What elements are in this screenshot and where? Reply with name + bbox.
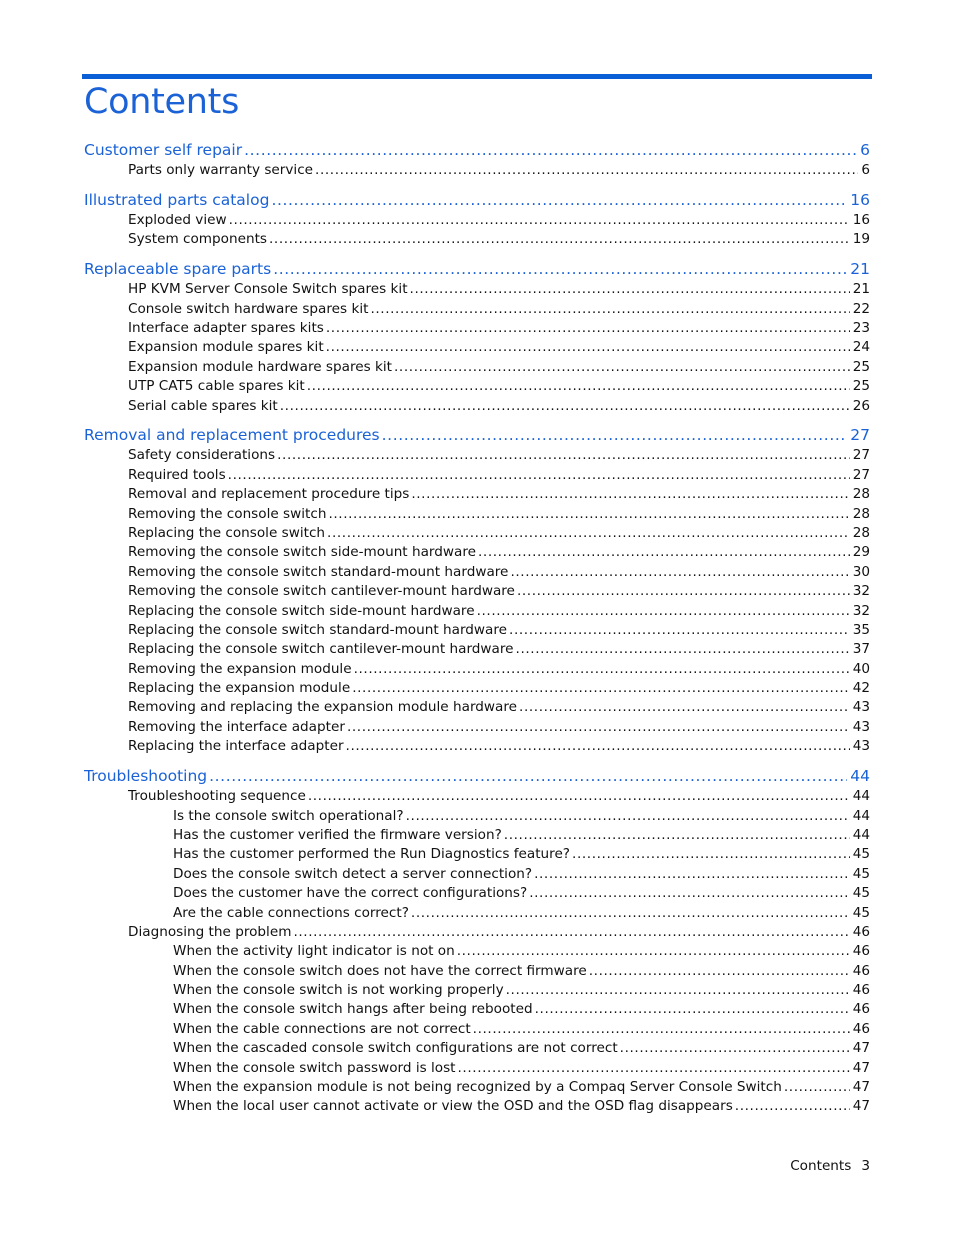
toc-section-entry-page: 28 xyxy=(852,505,870,522)
toc-section-entry[interactable] xyxy=(84,212,870,231)
toc-section-entry[interactable] xyxy=(84,719,870,738)
toc-section-entry[interactable] xyxy=(84,788,870,807)
toc-section-entry-title: Removing and replacing the expansion module hardware xyxy=(128,699,518,716)
dot-leader xyxy=(458,1060,850,1076)
toc-section-entry-title: Expansion module hardware spares kit xyxy=(128,358,393,375)
toc-subsection-entry-title: When the local user cannot activate or view the OSD and the OSD flag disappears xyxy=(173,1098,733,1115)
toc-section-entry[interactable] xyxy=(84,281,870,300)
toc-subsection-entry[interactable] xyxy=(84,1021,870,1040)
toc-section-entry[interactable] xyxy=(84,359,870,378)
dot-leader xyxy=(271,191,847,209)
toc-section-entry[interactable] xyxy=(84,467,870,486)
dot-leader xyxy=(477,603,850,619)
dot-leader xyxy=(354,661,850,677)
toc-section-entry-page: 25 xyxy=(852,378,870,395)
toc-subsection-entry-page: 47 xyxy=(852,1040,870,1057)
dot-leader xyxy=(509,622,850,638)
toc-chapter-entry[interactable] xyxy=(84,141,870,162)
toc-section-entry[interactable] xyxy=(84,544,870,563)
toc-section-entry-page: 6 xyxy=(861,162,870,178)
dot-leader xyxy=(228,467,850,483)
toc-section-entry-page: 21 xyxy=(852,281,870,298)
page-title: Contents xyxy=(84,82,240,122)
toc-subsection-entry-page: 44 xyxy=(852,807,870,824)
toc-section-entry[interactable] xyxy=(84,622,870,641)
dot-leader xyxy=(273,260,847,278)
toc-section-entry-title: Replacing the console switch side-mount hardware xyxy=(128,602,475,619)
toc-section-entry[interactable] xyxy=(84,162,870,181)
toc-chapter-entry-page: 16 xyxy=(850,190,870,209)
toc-section-entry-title: Removing the interface adapter xyxy=(128,718,345,735)
toc-section-entry-page: 19 xyxy=(852,231,870,248)
toc-section xyxy=(84,191,870,251)
toc-subsection-entry[interactable] xyxy=(84,963,870,982)
toc-subsection-entry[interactable] xyxy=(84,943,870,962)
page-footer xyxy=(700,1158,870,1174)
toc-subsection-entry[interactable] xyxy=(84,905,870,924)
toc-section-entry-title: UTP CAT5 cable spares kit xyxy=(128,378,305,395)
dot-leader xyxy=(411,905,850,921)
toc-subsection-entry-page: 47 xyxy=(852,1079,870,1096)
toc-subsection-entry-title: When the console switch does not have the correct firmware xyxy=(173,962,587,979)
dot-leader xyxy=(534,866,850,882)
dot-leader xyxy=(478,544,850,560)
toc-subsection-entry[interactable] xyxy=(84,1001,870,1020)
toc-chapter-entry[interactable] xyxy=(84,260,870,281)
toc-subsection-entry-page: 45 xyxy=(852,865,870,882)
toc-subsection-entry-page: 46 xyxy=(852,962,870,979)
dot-leader xyxy=(326,339,850,355)
dot-leader xyxy=(784,1079,850,1095)
toc-section-entry-page: 43 xyxy=(852,738,870,755)
toc-subsection-entry-title: When the cable connections are not correct xyxy=(173,1020,471,1037)
toc-section-entry[interactable] xyxy=(84,447,870,466)
toc-chapter-entry[interactable] xyxy=(84,426,870,447)
dot-leader xyxy=(327,525,850,541)
toc-chapter-entry-title: Replaceable spare parts xyxy=(84,260,272,279)
toc-section-entry[interactable] xyxy=(84,924,870,943)
toc-section-entry[interactable] xyxy=(84,525,870,544)
dot-leader xyxy=(572,846,850,862)
toc-subsection-entry-page: 45 xyxy=(852,846,870,863)
toc-section-entry-page: 37 xyxy=(852,641,870,658)
toc-section-entry-title: Removing the console switch side-mount hardware xyxy=(128,544,476,561)
toc-section-entry[interactable] xyxy=(84,564,870,583)
toc-section-entry-title: Removing the console switch xyxy=(128,505,327,522)
toc-section-entry-title: Interface adapter spares kits xyxy=(128,319,324,336)
dot-leader xyxy=(293,924,849,940)
dot-leader xyxy=(347,719,850,735)
toc-section-entry[interactable] xyxy=(84,486,870,505)
dot-leader xyxy=(280,398,850,414)
dot-leader xyxy=(519,699,850,715)
toc-section-entry[interactable] xyxy=(84,398,870,417)
toc-section-entry-title: Replacing the console switch standard-mount hardware xyxy=(128,621,508,638)
toc-subsection-entry[interactable] xyxy=(84,808,870,827)
toc-section-entry-page: 24 xyxy=(852,339,870,356)
toc-subsection-entry[interactable] xyxy=(84,1098,870,1117)
toc-section-entry[interactable] xyxy=(84,661,870,680)
toc-section xyxy=(84,141,870,181)
toc-section-entry-title: Removing the expansion module xyxy=(128,660,352,677)
toc-chapter-entry-page: 6 xyxy=(860,141,870,159)
toc-section-entry-title: Console switch hardware spares kit xyxy=(128,300,369,317)
toc-chapter-entry[interactable] xyxy=(84,767,870,788)
toc-section xyxy=(84,767,870,1118)
toc-section-entry-title: Expansion module spares kit xyxy=(128,339,324,356)
toc-section-entry-title: Removing the console switch cantilever-mount hardware xyxy=(128,583,515,600)
table-of-contents xyxy=(84,141,870,1118)
toc-section-entry-title: Parts only warranty service xyxy=(128,162,314,178)
toc-section-entry-page: 28 xyxy=(852,486,870,503)
toc-section-entry-page: 35 xyxy=(852,621,870,638)
toc-subsection-entry[interactable] xyxy=(84,1040,870,1059)
dot-leader xyxy=(346,738,850,754)
dot-leader xyxy=(517,583,850,599)
toc-section-entry[interactable] xyxy=(84,231,870,250)
toc-subsection-entry[interactable] xyxy=(84,827,870,846)
toc-section-entry-title: Removing the console switch standard-mount hardware xyxy=(128,563,509,580)
toc-subsection-entry-title: Does the console switch detect a server connection? xyxy=(173,865,533,882)
toc-section-entry[interactable] xyxy=(84,339,870,358)
toc-chapter-entry-page: 44 xyxy=(850,767,870,786)
toc-section-entry-page: 27 xyxy=(852,466,870,483)
dot-leader xyxy=(510,564,849,580)
toc-chapter-entry[interactable] xyxy=(84,191,870,212)
dot-leader xyxy=(735,1098,850,1114)
toc-section-entry-page: 16 xyxy=(852,211,870,228)
toc-section-entry-page: 27 xyxy=(852,447,870,464)
dot-leader xyxy=(406,808,850,824)
toc-section-entry-page: 32 xyxy=(852,583,870,600)
toc-subsection-entry-page: 46 xyxy=(852,943,870,960)
dot-leader xyxy=(209,767,847,785)
dot-leader xyxy=(307,378,850,394)
dot-leader xyxy=(506,982,850,998)
toc-section-entry-page: 43 xyxy=(852,718,870,735)
toc-chapter-entry-title: Removal and replacement procedures xyxy=(84,426,380,445)
toc-section-entry[interactable] xyxy=(84,320,870,339)
toc-section-entry-page: 29 xyxy=(852,544,870,561)
toc-section-entry-title: HP KVM Server Console Switch spares kit xyxy=(128,281,408,298)
toc-section-entry-title: Serial cable spares kit xyxy=(128,397,278,414)
dot-leader xyxy=(277,447,850,463)
toc-chapter-entry-title: Troubleshooting xyxy=(84,767,208,786)
toc-chapter-entry-title: Customer self repair xyxy=(84,141,243,159)
toc-section-entry-title: Replacing the expansion module xyxy=(128,680,351,697)
toc-section-entry-page: 25 xyxy=(852,358,870,375)
toc-section-entry-title: Removal and replacement procedure tips xyxy=(128,486,410,503)
toc-subsection-entry[interactable] xyxy=(84,1060,870,1079)
toc-subsection-entry[interactable] xyxy=(84,866,870,885)
toc-section-entry-page: 32 xyxy=(852,602,870,619)
toc-subsection-entry-title: Has the customer performed the Run Diagnostics feature? xyxy=(173,846,571,863)
toc-subsection-entry-page: 47 xyxy=(852,1098,870,1115)
dot-leader xyxy=(516,641,850,657)
toc-subsection-entry-title: When the activity light indicator is not on xyxy=(173,943,455,960)
toc-section-entry[interactable] xyxy=(84,738,870,757)
toc-section-entry[interactable] xyxy=(84,603,870,622)
dot-leader xyxy=(529,885,849,901)
dot-leader xyxy=(410,281,850,297)
toc-section-entry-title: Safety considerations xyxy=(128,447,276,464)
toc-section-entry-page: 23 xyxy=(852,319,870,336)
dot-leader xyxy=(504,827,850,843)
dot-leader xyxy=(457,943,850,959)
toc-section-entry[interactable] xyxy=(84,378,870,397)
toc-subsection-entry-title: Is the console switch operational? xyxy=(173,807,404,824)
toc-subsection-entry-page: 44 xyxy=(852,826,870,843)
toc-subsection-entry[interactable] xyxy=(84,846,870,865)
toc-section-entry-title: Exploded view xyxy=(128,211,227,228)
toc-section-entry-page: 22 xyxy=(852,300,870,317)
toc-section-entry-page: 30 xyxy=(852,563,870,580)
toc-subsection-entry-title: When the cascaded console switch configurations are not correct xyxy=(173,1040,618,1057)
toc-section-entry[interactable] xyxy=(84,583,870,602)
toc-section-entry[interactable] xyxy=(84,641,870,660)
dot-leader xyxy=(382,426,848,444)
toc-section-entry-title: Required tools xyxy=(128,466,226,483)
toc-section-entry[interactable] xyxy=(84,301,870,320)
footer-page-number: 3 xyxy=(861,1158,870,1174)
toc-section-entry-title: System components xyxy=(128,231,267,248)
title-rule xyxy=(82,74,872,79)
toc-section-entry-page: 44 xyxy=(852,788,870,805)
dot-leader xyxy=(229,212,850,228)
toc-subsection-entry-page: 47 xyxy=(852,1059,870,1076)
dot-leader xyxy=(394,359,850,375)
toc-section xyxy=(84,426,870,757)
toc-section-entry-title: Replacing the console switch xyxy=(128,524,326,541)
toc-chapter-entry-page: 27 xyxy=(850,426,870,445)
dot-leader xyxy=(315,162,858,178)
toc-subsection-entry[interactable] xyxy=(84,885,870,904)
dot-leader xyxy=(589,963,850,979)
dot-leader xyxy=(620,1040,850,1056)
dot-leader xyxy=(411,486,849,502)
toc-section-entry[interactable] xyxy=(84,506,870,525)
toc-section-entry-title: Replacing the console switch cantilever-mount hardware xyxy=(128,641,514,658)
dot-leader xyxy=(244,141,857,159)
toc-subsection-entry-title: When the console switch hangs after being rebooted xyxy=(173,1001,533,1018)
toc-subsection-entry-title: Does the customer have the correct configurations? xyxy=(173,885,528,902)
toc-subsection-entry-title: When the console switch is not working properly xyxy=(173,982,504,999)
toc-subsection-entry[interactable] xyxy=(84,982,870,1001)
toc-subsection-entry-page: 45 xyxy=(852,904,870,921)
toc-section-entry[interactable] xyxy=(84,680,870,699)
dot-leader xyxy=(473,1021,850,1037)
toc-subsection-entry-title: When the console switch password is lost xyxy=(173,1059,456,1076)
toc-subsection-entry-title: Are the cable connections correct? xyxy=(173,904,409,921)
toc-section-entry-title: Troubleshooting sequence xyxy=(128,788,306,805)
toc-section-entry-page: 28 xyxy=(852,524,870,541)
toc-subsection-entry[interactable] xyxy=(84,1079,870,1098)
toc-subsection-entry-page: 45 xyxy=(852,885,870,902)
dot-leader xyxy=(535,1001,850,1017)
toc-subsection-entry-title: Has the customer verified the firmware version? xyxy=(173,826,502,843)
dot-leader xyxy=(326,320,850,336)
toc-section-entry[interactable] xyxy=(84,699,870,718)
toc-section-entry-page: 40 xyxy=(852,660,870,677)
dot-leader xyxy=(308,788,850,804)
toc-section-entry-page: 26 xyxy=(852,397,870,414)
footer-label: Contents xyxy=(790,1158,852,1174)
toc-section-entry-title: Diagnosing the problem xyxy=(128,923,292,940)
dot-leader xyxy=(352,680,850,696)
toc-subsection-entry-page: 46 xyxy=(852,1020,870,1037)
toc-subsection-entry-title: When the expansion module is not being recognized by a Compaq Server Console Switch xyxy=(173,1079,782,1096)
toc-chapter-entry-page: 21 xyxy=(850,260,870,279)
toc-section-entry-page: 42 xyxy=(852,680,870,697)
toc-section-entry-page: 43 xyxy=(852,699,870,716)
dot-leader xyxy=(269,231,850,247)
toc-section-entry-title: Replacing the interface adapter xyxy=(128,738,344,755)
toc-chapter-entry-title: Illustrated parts catalog xyxy=(84,190,270,209)
toc-section-entry-page: 46 xyxy=(852,923,870,940)
dot-leader xyxy=(328,506,849,522)
toc-subsection-entry-page: 46 xyxy=(852,1001,870,1018)
dot-leader xyxy=(370,301,849,317)
toc-section xyxy=(84,260,870,417)
toc-subsection-entry-page: 46 xyxy=(852,982,870,999)
